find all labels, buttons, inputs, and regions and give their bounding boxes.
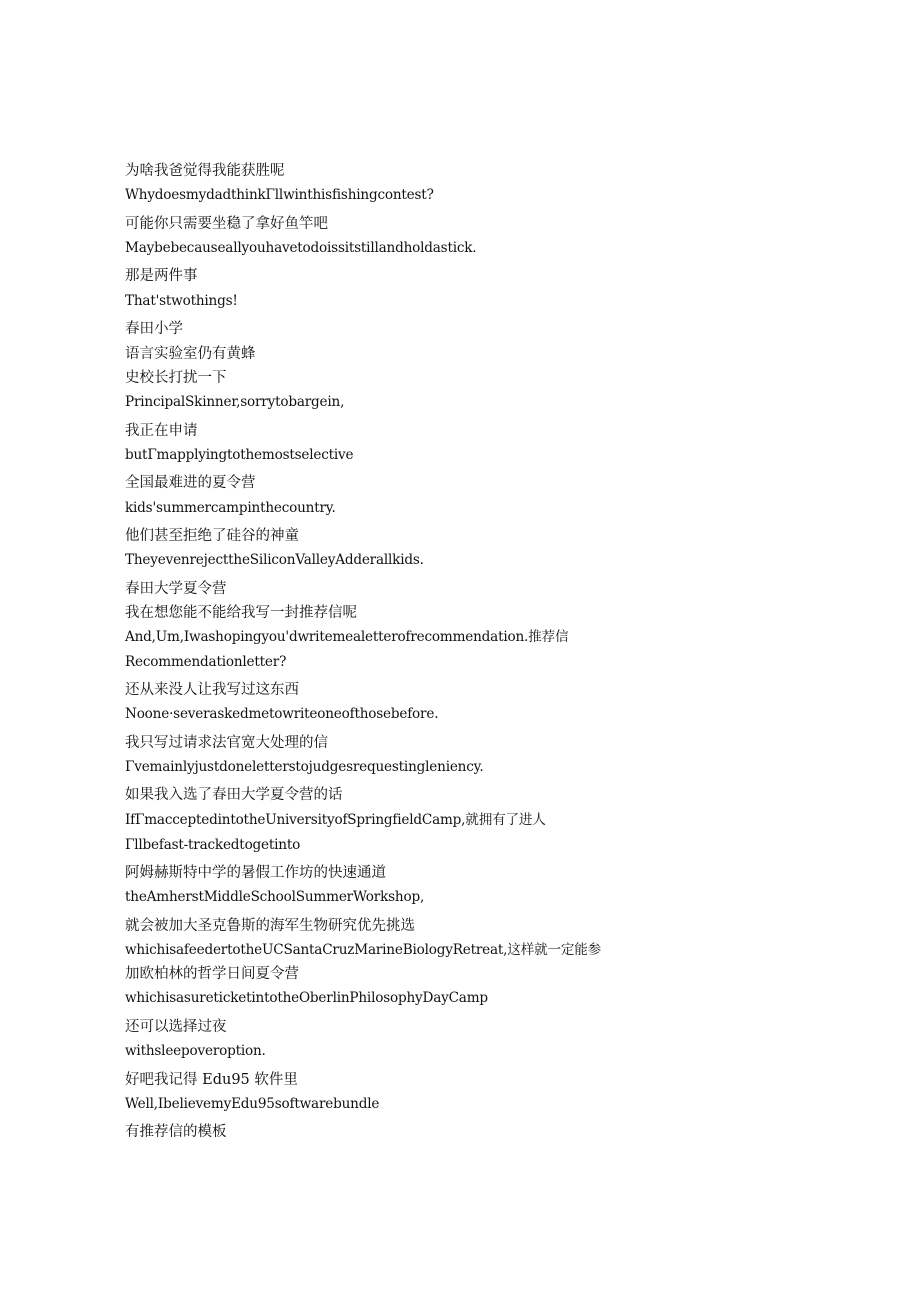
text-line-zh: 好吧我记得 Edu95 软件里 <box>125 1072 298 1088</box>
text-line-en: Maybebecauseallyouhavetodoissitstillandholdastick. <box>125 240 477 256</box>
text-line-zh: 我在想您能不能给我写一封推荐信呢 <box>125 605 357 621</box>
text-line-zh: 如果我入选了春田大学夏令营的话 <box>125 787 343 803</box>
text-line-en: Recommendationletter? <box>125 654 287 670</box>
text-line-en: Noone·severaskedmetowriteoneofthosebefore. <box>125 706 439 722</box>
text-line-zh: 春田小学 <box>125 321 183 337</box>
text-line-zh: 语言实验室仍有黄蜂 <box>125 346 256 362</box>
text-line-zh: 为啥我爸觉得我能获胜呢 <box>125 163 285 179</box>
text-line-zh: 春田大学夏令营 <box>125 581 227 597</box>
text-line-zh: 我只写过请求法官宽大处理的信 <box>125 735 328 751</box>
text-line-en: Γvemainlyjustdoneletterstojudgesrequestingleniency. <box>125 759 484 775</box>
text-line-zh: 全国最难进的夏令营 <box>125 475 256 491</box>
text-line-zh: 有推荐信的模板 <box>125 1124 227 1140</box>
text-line-zh: 还从来没人让我写过这东西 <box>125 682 299 698</box>
text-line-en: butΓmapplyingtothemostselective <box>125 447 354 463</box>
text-line-zh: 还可以选择过夜 <box>125 1019 227 1035</box>
text-line-en: PrincipalSkinner,sorrytobargein, <box>125 394 345 410</box>
text-line-zh: 加欧柏林的哲学日间夏令营 <box>125 966 299 982</box>
text-line-en: withsleepoveroption. <box>125 1043 266 1059</box>
text-line-en: TheyevenrejecttheSiliconValleyAdderallkids. <box>125 552 424 568</box>
text-line-en: whichisasureticketintotheOberlinPhilosophyDayCamp <box>125 990 488 1006</box>
text-line-en: Well,IbelievemyEdu95softwarebundle <box>125 1096 380 1112</box>
text-line-zh: 可能你只需要坐稳了拿好鱼竿吧 <box>125 216 328 232</box>
text-line-en: Γllbefast-trackedtogetinto <box>125 837 301 853</box>
text-line-en: whichisafeedertotheUCSantaCruzMarineBiologyRetreat,这样就一定能参 <box>125 942 602 958</box>
text-line-en: WhydoesmydadthinkΓllwinthisfishingcontest? <box>125 187 434 203</box>
text-line-zh: 就会被加大圣克鲁斯的海军生物研究优先挑选 <box>125 918 415 934</box>
text-line-zh: 阿姆赫斯特中学的暑假工作坊的快速通道 <box>125 865 386 881</box>
text-line-zh: 那是两件事 <box>125 268 198 284</box>
text-line-en: And,Um,Iwashopingyou'dwritemealetterofrecommendation.推荐信 <box>125 629 569 645</box>
text-line-zh: 我正在申请 <box>125 423 198 439</box>
text-line-en: kids'summercampinthecountry. <box>125 500 336 516</box>
text-line-en: That'stwothings! <box>125 293 238 309</box>
text-line-zh: 史校长打扰一下 <box>125 370 227 386</box>
text-line-en: IfΓmacceptedintotheUniversityofSpringfieldCamp,就拥有了进人 <box>125 812 546 828</box>
text-line-en: theAmherstMiddleSchoolSummerWorkshop, <box>125 889 425 905</box>
text-line-zh: 他们甚至拒绝了硅谷的神童 <box>125 528 299 544</box>
